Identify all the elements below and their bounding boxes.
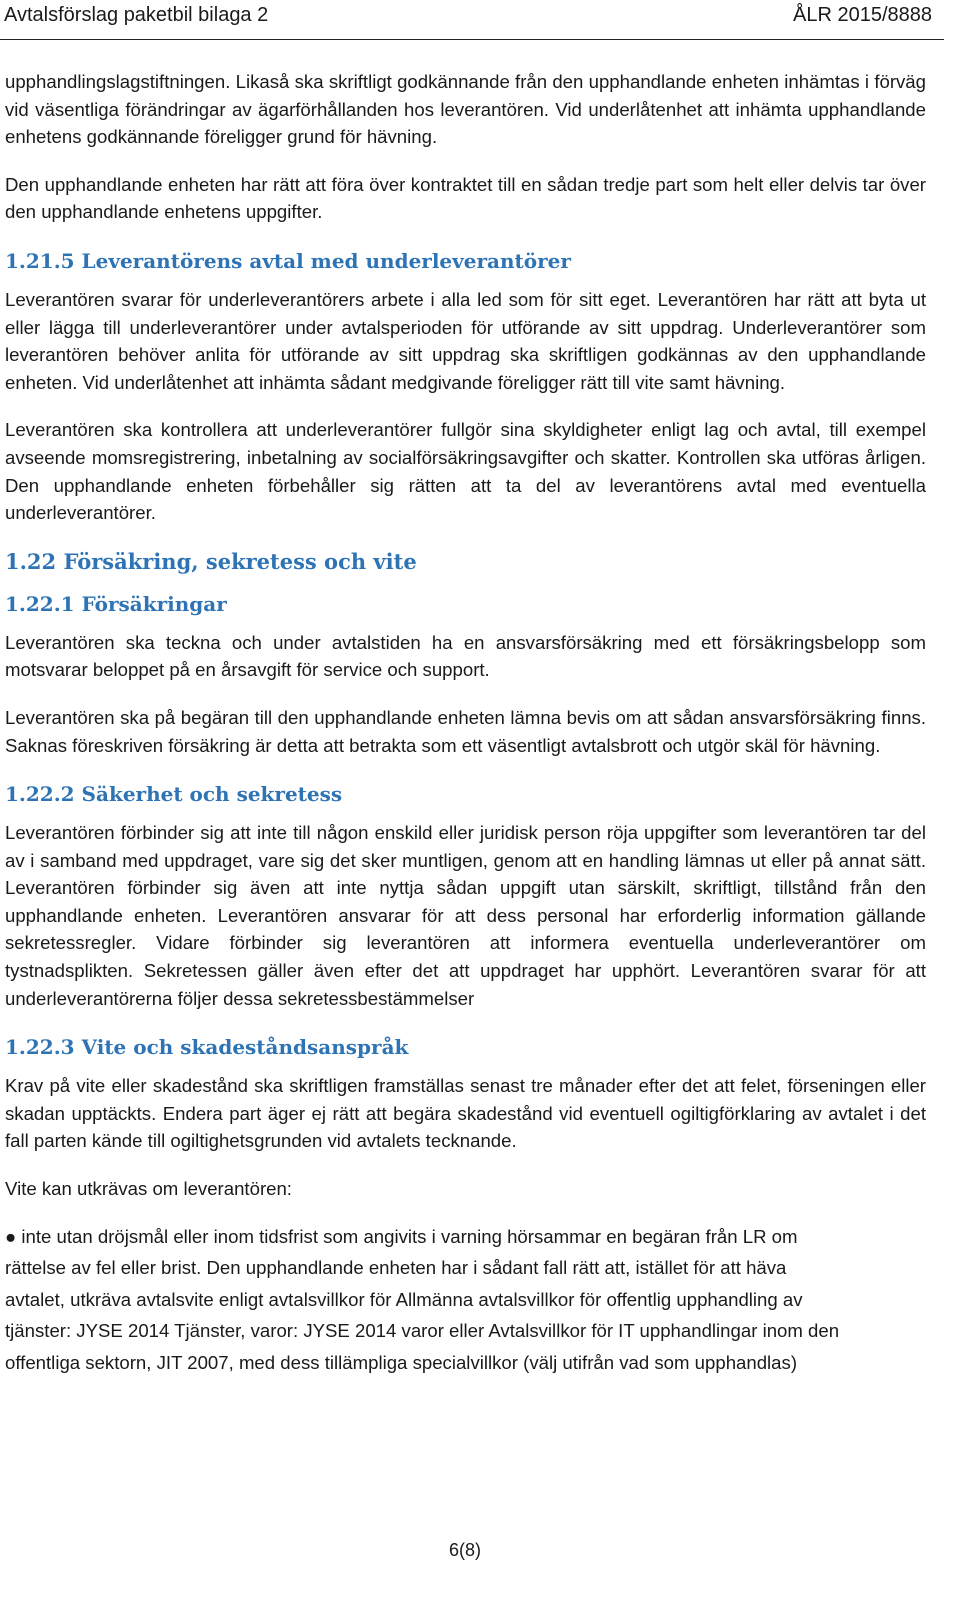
paragraph-ownership-changes: upphandlingslagstiftningen. Likaså ska skriftligt godkännande från den upphandlande enheten inhämtas i förväg vid väsentliga förändringar av ägarförhållanden hos leverantören. Vid underlåtenhet att inhämta upphandlande enhetens godkännande föreligger grund för hävning. (5, 71, 926, 148)
bullet-line: avtalet, utkräva avtalsvite enligt avtalsvillkor för Allmänna avtalsvillkor för offentlig upphandling av (5, 1288, 803, 1310)
page-number: 6(8) (448, 1540, 481, 1560)
bullet-line: offentliga sektorn, JIT 2007, med dess tillämpliga specialvillkor (välj utifrån vad som upphandlas) (5, 1351, 798, 1373)
heading-1-21-5: 1.21.5 Leverantörens avtal med underleverantörer (5, 248, 571, 273)
heading-1-22: 1.22 Försäkring, sekretess och vite (5, 548, 417, 574)
document-body (5, 68, 926, 1378)
paragraph-insurance-proof: Leverantören ska på begäran till den upphandlande enheten lämna bevis om att sådan ansvarsförsäkring finns. Saknas föreskriven försäkring är detta att betrakta som ett väsentligt avtalsbrott och utgör skäl för hävning. (5, 706, 926, 756)
bullet-line: ● inte utan dröjsmål eller inom tidsfrist som angivits i varning hörsammar en begäran från LR om (5, 1225, 798, 1247)
paragraph-insurance-requirement: Leverantören ska teckna och under avtalstiden ha en ansvarsförsäkring med ett försäkringsbelopp som motsvarar beloppet på en årsavgift för service och support. (5, 631, 926, 681)
header-document-title: Avtalsförslag paketbil bilaga 2 (4, 4, 269, 26)
bullet-line: rättelse av fel eller brist. Den upphandlande enheten har i sådant fall rätt att, istället för att häva (5, 1257, 787, 1279)
paragraph-confidentiality: Leverantören förbinder sig att inte till någon enskild eller juridisk person röja uppgifter som leverantören tar del av i samband med uppdraget, vare sig det sker muntligen, genom att en handling lämnas ut eller på annat sätt. Leverantören förbinder sig även att inte nyttja sådan uppgift utan särskilt, skriftligt, tillstånd från den upphandlande enheten. Leverantören ansvarar för att dess personal har erforderlig information gällande sekretessregler. Vidare förbinder sig leverantören att informera eventuella underleverantörer om tystnadsplikten. Sekretessen gäller även efter det att uppdraget har upphört. Leverantören svarar för att underleverantörerna följer dessa sekretessbestämmelser (5, 822, 926, 1009)
page-header (0, 0, 960, 44)
paragraph-penalty-intro: Vite kan utkrävas om leverantören: (5, 1178, 292, 1200)
paragraph-subcontractor-responsibility: Leverantören svarar för underleverantörers arbete i alla led som för sitt eget. Leverantören har rätt att byta ut eller lägga till underleverantörer under avtalsperioden för utförande av sitt uppdrag. Underleverantörer som leverantören behöver anlita för utförande av sitt uppdrag ska skriftligen godkännas av den upphandlande enheten. Vid underlåtenhet att inhämta sådant medgivande föreligger rätt till vite samt hävning. (5, 288, 926, 393)
heading-1-22-3: 1.22.3 Vite och skadeståndsanspråk (5, 1035, 409, 1060)
paragraph-penalty-claims: Krav på vite eller skadestånd ska skriftligen framställas senast tre månader efter det att felet, förseningen eller skadan upptäckts. Endera part äger ej rätt att begära skadestånd vid eventuell ogiltigförklaring av avtalet i det fall parten kände till ogiltighetsgrunden vid avtalets tecknande. (5, 1075, 926, 1152)
header-reference-number: ÅLR 2015/8888 (792, 4, 932, 26)
header-divider (0, 39, 944, 40)
paragraph-contract-transfer: Den upphandlande enheten har rätt att föra över kontraktet till en sådan tredje part som helt eller delvis tar över den upphandlande enhetens uppgifter. (5, 173, 926, 223)
heading-1-22-2: 1.22.2 Säkerhet och sekretess (5, 782, 343, 807)
paragraph-subcontractor-control: Leverantören ska kontrollera att underleverantörer fullgör sina skyldigheter enligt lag och avtal, till exempel avseende momsregistrering, inbetalning av socialförsäkringsavgifter och skatter. Kontrollen ska utföras årligen. Den upphandlande enheten förbehåller sig rätten att ta del av leverantörens avtal med eventuella underleverantörer. (5, 419, 926, 524)
penalty-bullet-item (5, 1221, 926, 1379)
heading-1-22-1: 1.22.1 Försäkringar (5, 591, 227, 616)
bullet-line: tjänster: JYSE 2014 Tjänster, varor: JYSE 2014 varor eller Avtalsvillkor för IT upphandlingar inom den (5, 1320, 840, 1342)
